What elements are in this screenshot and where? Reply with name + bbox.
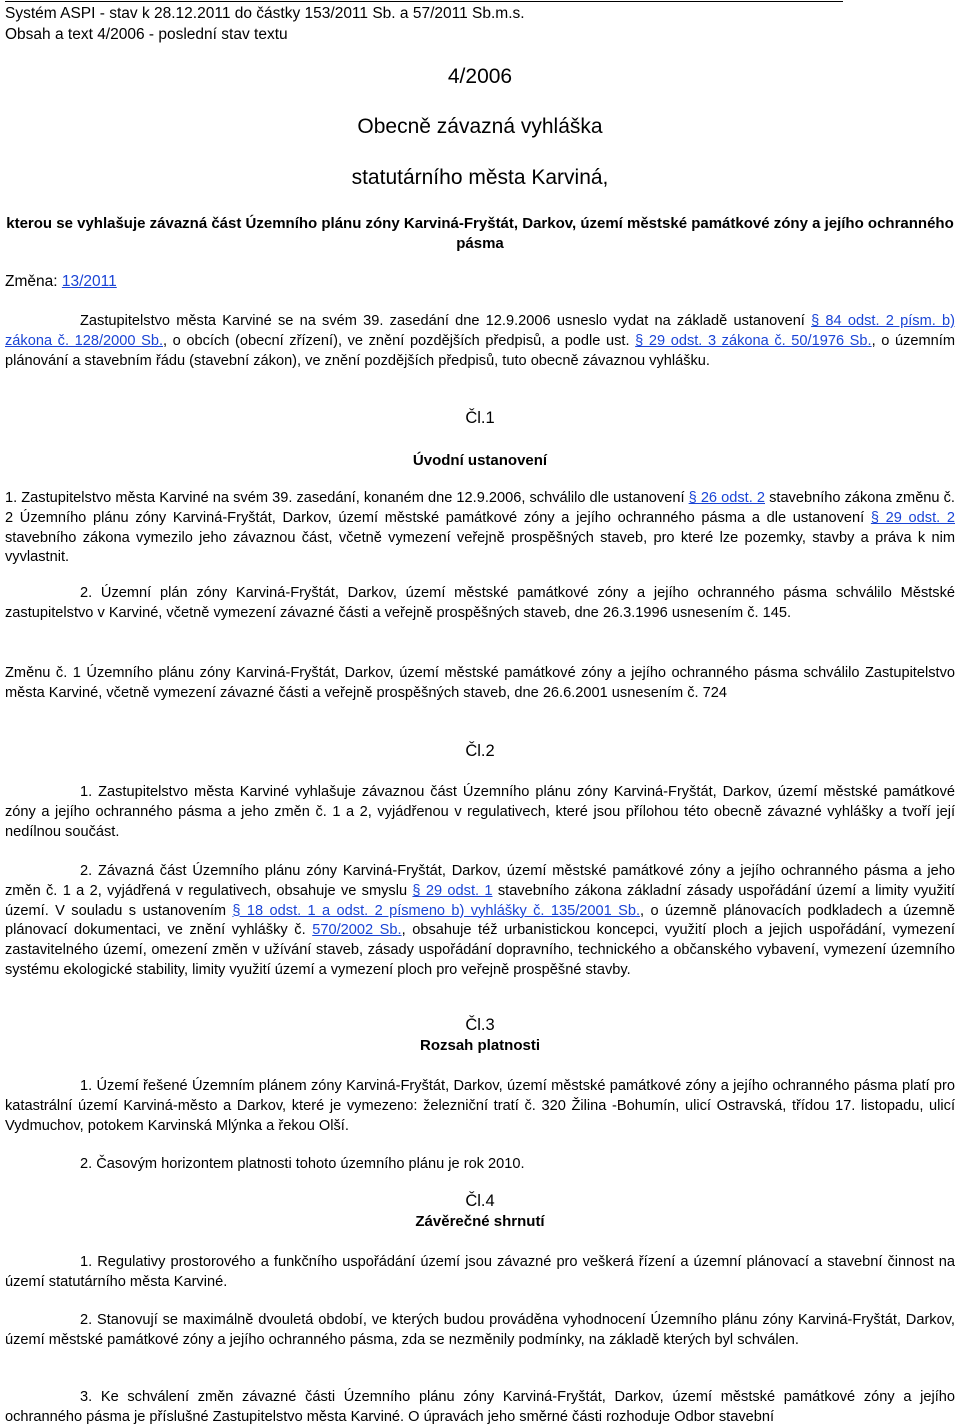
change-label: Změna: [5, 273, 58, 290]
a2p2-text-2: stavebního zákona základní zásady uspořádání území a limity využití území. V souladu s ustanovením [5, 882, 955, 919]
a2p2-link-vyhlaska-135[interactable]: § 18 odst. 1 a odst. 2 písmeno b) vyhlášky č. 135/2001 Sb. [232, 902, 641, 919]
a3p2-text: 2. Časovým horizontem platnosti tohoto územního plánu je rok 2010. [80, 1156, 525, 1172]
article-1-number: Čl.1 [465, 409, 495, 427]
article-2-number: Čl.2 [465, 742, 495, 760]
article-1-paragraph-2 [5, 584, 955, 624]
intro-text-2: , o obcích (obecní zřízení), ve znění pozdějších předpisů, a podle ust. [163, 332, 636, 349]
regulation-subject: kterou se vyhlašuje závazná část Územního plánu zóny Karviná-Fryštát, Darkov, území městské památkové zóny a jejího ochranného pásma [6, 215, 954, 252]
a1p1-text-3: stavebního zákona vymezilo jeho závaznou část, včetně vymezení veřejně prospěšných staveb, pro které lze pozemky, stavby a práva k nim vyvlastnit. [5, 529, 955, 566]
a2p2-text-1: 2. Závazná část Územního plánu zóny Karviná-Fryštát, Darkov, území městské památkové zóny a jejího ochranného pásma a jeho změn č. 1 a 2, vyjádřená v regulativech, obsahuje ve smyslu [5, 863, 955, 899]
intro-text-3: , o územním plánování a stavebním řádu (stavební zákon), ve znění pozdějších předpisů, tuto obecně závaznou vyhlášku. [5, 332, 955, 369]
regulation-number: 4/2006 [447, 65, 513, 88]
article-4-heading: Závěrečné shrnutí [415, 1213, 545, 1230]
article-1-paragraph-1 [5, 489, 955, 568]
a4p1-text: 1. Regulativy prostorového a funkčního uspořádání území jsou závazné pro veškerá řízení a územní plánovací a stavební činnost na území statutárního města Karviné. [5, 1254, 955, 1290]
article-1-paragraph-3 [5, 664, 955, 704]
intro-link-zakon-128[interactable]: § 84 odst. 2 písm. b) zákona č. 128/2000 Sb. [5, 313, 955, 349]
a1p1-link-29[interactable]: § 29 odst. 2 [870, 509, 955, 526]
article-3-paragraph-2 [5, 1155, 955, 1175]
header-line-1: Systém ASPI - stav k 28.12.2011 do částky 153/2011 Sb. a 57/2011 Sb.m.s. [5, 5, 525, 22]
intro-link-zakon-50[interactable]: § 29 odst. 3 zákona č. 50/1976 Sb. [635, 332, 872, 349]
article-4-number: Čl.4 [465, 1192, 495, 1210]
a2p2-link-29[interactable]: § 29 odst. 1 [412, 882, 493, 899]
intro-paragraph [5, 312, 955, 371]
change-link[interactable]: 13/2011 [61, 273, 117, 290]
article-4-paragraph-1 [5, 1253, 955, 1293]
header-line-2: Obsah a text 4/2006 - poslední stav textu [5, 26, 288, 43]
article-2-paragraph-1 [5, 783, 955, 842]
regulation-city: statutárního města Karviná, [351, 166, 609, 189]
article-3-number: Čl.3 [465, 1016, 495, 1034]
a1p1-text-1: 1. Zastupitelstvo města Karviné na svém 39. zasedání, konaném dne 12.9.2006, schválilo dle ustanovení [5, 490, 689, 506]
header-rule [5, 1, 843, 2]
regulation-kind: Obecně závazná vyhláška [357, 115, 603, 138]
a2p2-link-570[interactable]: 570/2002 Sb. [312, 922, 402, 939]
a2p2-text-4: , obsahuje též urbanistickou koncepci, využití ploch a jejich uspořádání, vymezení zastavitelného území, omezení změn v užívání staveb, zásady uspořádání dopravního, technického a občanského vybavení, vymezení územního systému ekologické stability, limity využití území a vymezení ploch pro veřejně prospěšné stavby. [5, 922, 955, 978]
article-2-paragraph-2 [5, 862, 955, 981]
a4p3-text: 3. Ke schválení změn závazné části Územního plánu zóny Karviná-Fryštát, Darkov, území městské památkové zóny a jejího ochranného pásma je příslušné Zastupitelstvo města Karviné. O úpravách jeho směrné části rozhoduje Odbor stavební [5, 1389, 955, 1425]
article-3-heading: Rozsah platnosti [419, 1037, 540, 1054]
intro-text-1: Zastupitelstvo města Karviné se na svém 39. zasedání dne 12.9.2006 usneslo vydat na základě ustanovení [80, 313, 812, 329]
document-header [5, 3, 525, 45]
a1p2-text: 2. Územní plán zóny Karviná-Fryštát, Darkov, území městské památkové zóny a jejího ochranného pásma schválilo Městské zastupitelstvo v Karviné, včetně vymezení závazné části a veřejně prospěšných staveb, dne 26.3.1996 usnesením č. 145. [5, 585, 955, 621]
change-reference [5, 272, 117, 292]
article-3-paragraph-1 [5, 1077, 955, 1136]
article-4-paragraph-2 [5, 1311, 955, 1351]
a2p1-text: 1. Zastupitelstvo města Karviné vyhlašuje závaznou část Územního plánu zóny Karviná-Fryštát, Darkov, území městské památkové zóny a jejího ochranného pásma a jeho změn č. 1 a 2, vyjádřenou v regulativech, které jsou přílohou této obecně závazné vyhlášky a tvoří její nedílnou součást. [5, 784, 955, 840]
a3p1-text: 1. Území řešené Územním plánem zóny Karviná-Fryštát, Darkov, území městské památkové zóny a jejího ochranného pásma platí pro katastrální území Karviná-město a Darkov, které je vymezeno: železniční tratí č. 320 Žilina -Bohumín, ulicí Ostravská, třídou 17. listopadu, ulicí Vydmuchov, potokem Karvinská Mlýnka a řekou Olší. [5, 1078, 955, 1134]
a1p3-text: Změnu č. 1 Územního plánu zóny Karviná-Fryštát, Darkov, území městské památkové zóny a jejího ochranného pásma schválilo Zastupitelstvo města Karviné, včetně vymezení závazné části a veřejně prospěšných staveb, dne 26.6.2001 usnesením č. 724 [5, 665, 955, 701]
a1p1-link-26[interactable]: § 26 odst. 2 [688, 490, 765, 506]
a1p1-text-2: stavebního zákona změnu č. 2 Územního plánu zóny Karviná-Fryštát, Darkov, území městské památkové zóny a jejího ochranného pásma a dle ustanovení [5, 490, 955, 526]
article-4-paragraph-3 [5, 1388, 955, 1428]
article-1-heading: Úvodní ustanovení [412, 452, 548, 469]
a4p2-text: 2. Stanovují se maximálně dvouletá období, ve kterých budou prováděna vyhodnocení Územního plánu zóny Karviná-Fryštát, Darkov, území městské památkové zóny a jejího ochranného pásma, zda se nezměnily podmínky, na základě kterých byl schválen. [5, 1312, 955, 1348]
a2p2-text-3: , o územně plánovacích podkladech a územně plánovací dokumentaci, ve znění vyhlášky č. [5, 902, 955, 939]
